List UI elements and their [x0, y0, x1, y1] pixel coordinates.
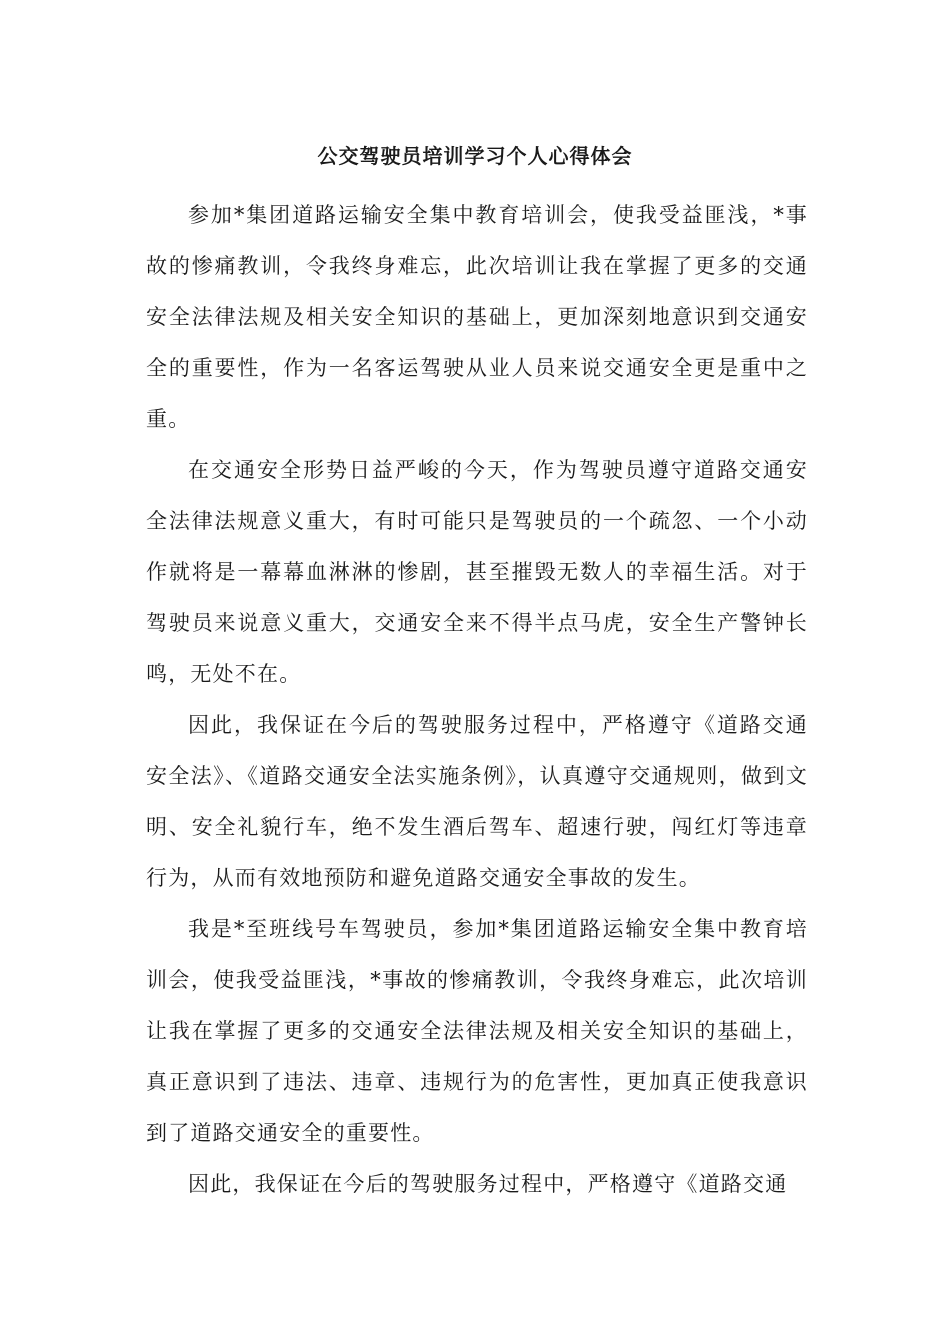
paragraph-4: 我是*至班线号车驾驶员，参加*集团道路运输安全集中教育培训会，使我受益匪浅，*事故的惨痛教训，令我终身难忘，此次培训让我在掌握了更多的交通安全法律法规及相关安全知识的基础上，真正意识到了违法、违章、违规行为的危害性，更加真正使我意识到了道路交通安全的重要性。 [146, 917, 808, 1145]
paragraph-5: 因此，我保证在今后的驾驶服务过程中，严格遵守《道路交通 [188, 1172, 788, 1196]
paragraph-3: 因此，我保证在今后的驾驶服务过程中，严格遵守《道路交通安全法》、《道路交通安全法实施条例》，认真遵守交通规则，做到文明、安全礼貌行车，绝不发生酒后驾车、超速行驶，闯红灯等违章行为，从而有效地预防和避免道路交通安全事故的发生。 [146, 713, 808, 890]
paragraph-2: 在交通安全形势日益严峻的今天，作为驾驶员遵守道路交通安全法律法规意义重大，有时可能只是驾驶员的一个疏忽、一个小动作就将是一幕幕血淋淋的惨剧，甚至摧毁无数人的幸福生活。对于驾驶员来说意义重大，交通安全来不得半点马虎，安全生产警钟长鸣，无处不在。 [146, 458, 808, 686]
document-title: 公交驾驶员培训学习个人心得体会 [317, 144, 633, 168]
paragraph-1: 参加*集团道路运输安全集中教育培训会，使我受益匪浅，*事故的惨痛教训，令我终身难忘，此次培训让我在掌握了更多的交通安全法律法规及相关安全知识的基础上，更加深刻地意识到交通安全的重要性，作为一名客运驾驶从业人员来说交通安全更是重中之重。 [146, 203, 808, 431]
document-body [146, 190, 808, 1210]
